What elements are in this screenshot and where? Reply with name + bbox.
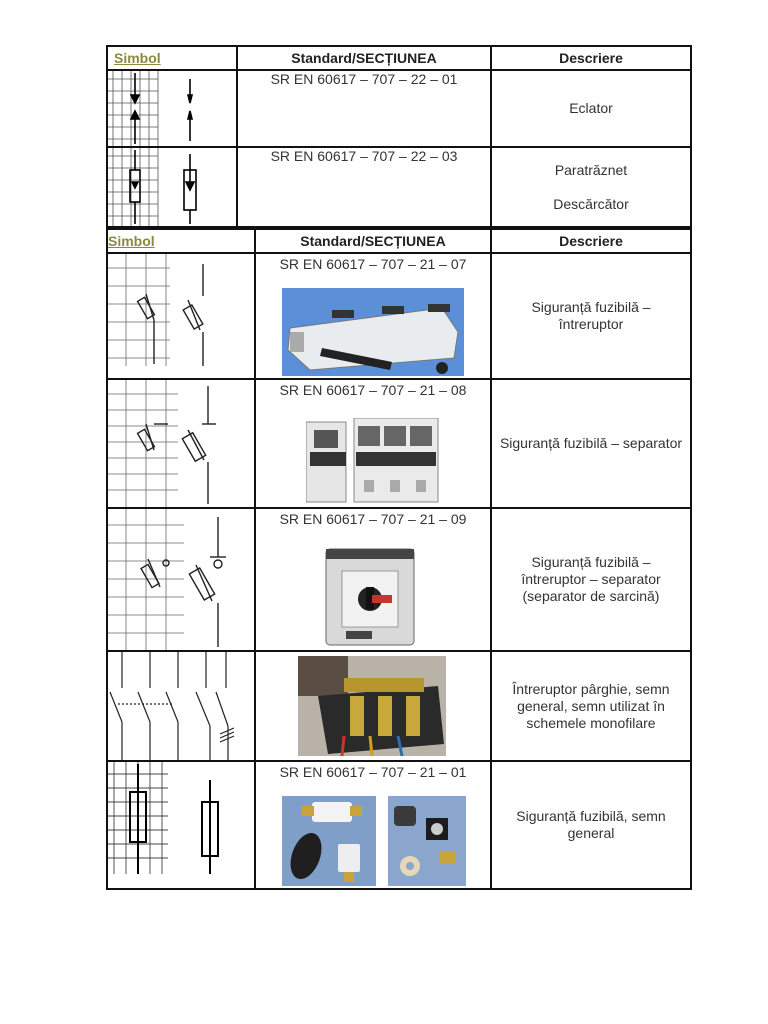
description-line: Siguranță fuzibilă – [531,299,651,315]
standard-header: Standard/SECȚIUNEA [255,229,491,253]
standard-header: Standard/SECȚIUNEA [237,46,491,70]
standard-code: SR EN 60617 – 707 – 22 – 01 [270,71,458,87]
standard-code: SR EN 60617 – 707 – 21 – 08 [279,382,467,398]
symbol-cell [107,253,255,379]
standard-cell [255,508,491,651]
description-line: (separator de sarcină) [522,588,660,604]
description-line: Paratrăznet [554,161,628,178]
table-row [107,508,691,651]
fuse-cartridge-photo [282,796,376,886]
description-header: Descriere [491,229,691,253]
fuse-switch-photo [282,288,464,376]
symbol-cell [107,147,237,227]
fuse-switch-symbol-icon [108,254,254,378]
table-header-row [107,229,691,253]
description-cell [491,70,691,147]
description-line: Întreruptor pârghie, semn [512,680,670,697]
fuse-disconnector-symbol-icon [108,380,254,507]
fuse-switch-disconnector-symbol-icon [108,509,254,650]
lever-switch-photo [298,656,446,756]
description-line: Descărcător [553,195,629,212]
table-spark-gaps [106,45,692,228]
standard-cell [255,651,491,761]
description-line: întreruptor – separator [521,571,661,587]
table-row [107,147,691,227]
description-header: Descriere [491,46,691,70]
standard-cell [255,761,491,889]
lever-switch-symbol-icon [108,652,254,760]
standard-code: SR EN 60617 – 707 – 21 – 09 [279,511,467,527]
description-cell [491,253,691,379]
description-text: Eclator [569,100,613,116]
symbol-cell [107,379,255,508]
table-row [107,651,691,761]
description-cell [491,147,691,227]
fuse-disconnector-photo [306,418,442,504]
standard-cell [255,379,491,508]
symbol-cell [107,761,255,889]
description-cell [491,651,691,761]
description-cell [491,379,691,508]
description-line: Siguranță fuzibilă – separator [499,435,683,451]
description-line: Siguranță fuzibilă, semn [516,808,666,824]
table-header-row [107,46,691,70]
description-cell [491,761,691,889]
table-row [107,253,691,379]
table-row [107,70,691,147]
table-row [107,761,691,889]
symbol-cell [107,651,255,761]
symbol-header-link[interactable]: Simbol [107,229,255,253]
description-line: general, semn utilizat în [517,697,665,714]
load-break-switch-photo [322,547,418,647]
standard-code: SR EN 60617 – 707 – 22 – 03 [270,148,458,164]
surge-arrester-symbol-icon [108,148,236,226]
standard-code: SR EN 60617 – 707 – 21 – 07 [279,256,467,272]
description-line: Siguranță fuzibilă – [531,554,651,570]
standard-cell [255,253,491,379]
description-line: general [567,825,615,841]
table-row [107,379,691,508]
description-line: întreruptor [558,316,624,332]
description-cell [491,508,691,651]
description-line: schemele monofilare [526,714,656,731]
symbol-cell [107,70,237,147]
table-fuses [106,228,692,890]
symbol-header-link[interactable]: Simbol [107,46,237,70]
standard-cell [237,147,491,227]
fuse-general-symbol-icon [108,762,254,888]
symbol-cell [107,508,255,651]
fuse-base-photo [388,796,466,886]
standard-cell [237,70,491,147]
standard-code: SR EN 60617 – 707 – 21 – 01 [279,764,467,780]
spark-gap-symbol-icon [108,71,236,146]
